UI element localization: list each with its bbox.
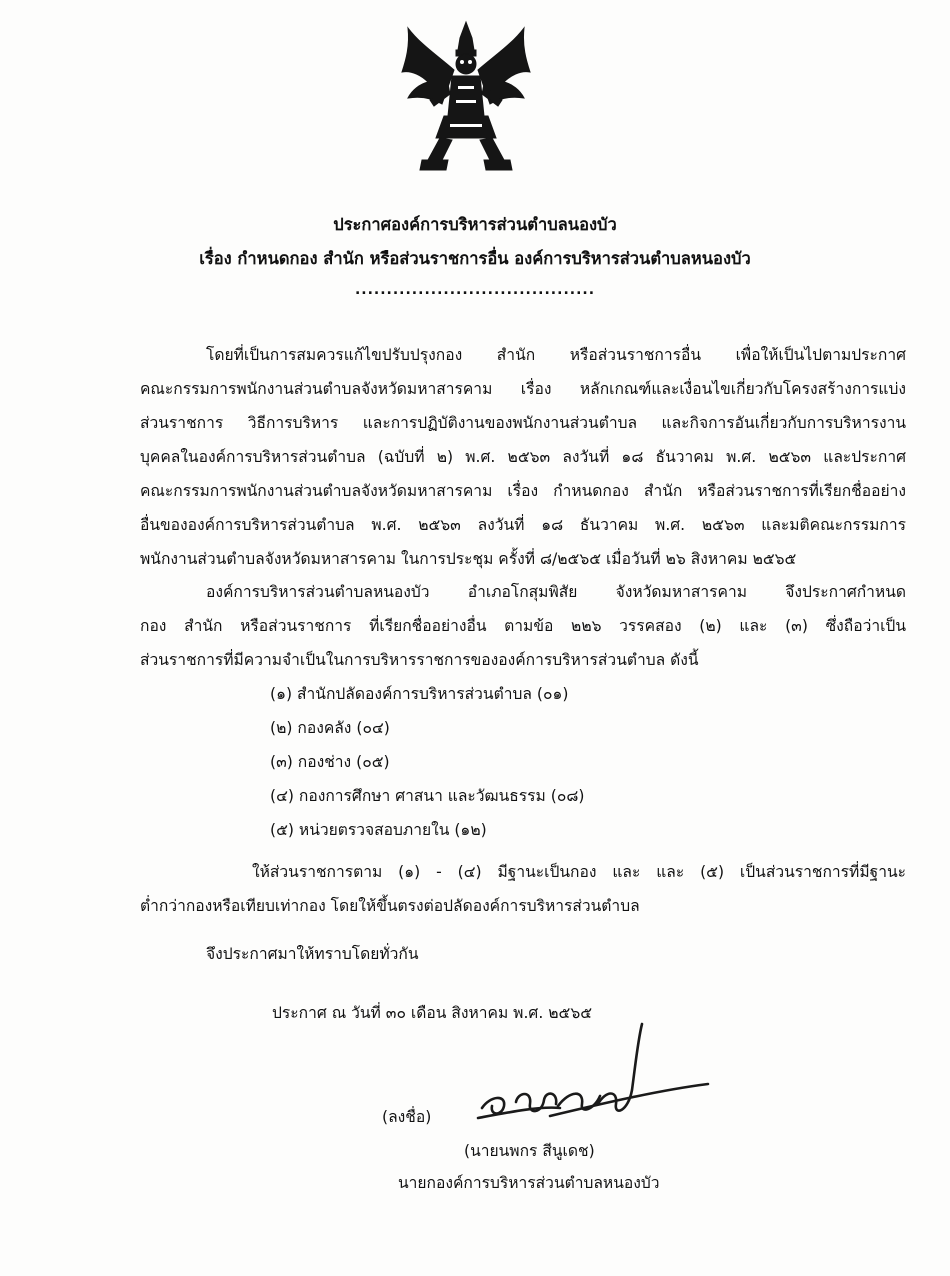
para1-line-4: บุคคลในองค์การบริหารส่วนตำบล (ฉบับที่ ๒) พ.ศ. ๒๕๖๓ ลงวันที่ ๑๘ ธันวาคม พ.ศ. ๒๕๖๓ และประกาศ xyxy=(140,448,906,466)
unit-item-2: (๒) กองคลัง (๐๔) xyxy=(270,719,390,737)
unit-item-5: (๕) หน่วยตรวจสอบภายใน (๑๒) xyxy=(270,821,487,839)
handwritten-signature xyxy=(460,1020,720,1130)
para2-line-2: กอง สำนัก หรือส่วนราชการ ที่เรียกชื่ออย่างอื่น ตามข้อ ๒๒๖ วรรคสอง (๒) และ (๓) ซึ่งถือว่าเป็น xyxy=(140,617,906,635)
signatory-position: นายกองค์การบริหารส่วนตำบลหนองบัว xyxy=(398,1174,660,1192)
para2-line-1: องค์การบริหารส่วนตำบลหนองบัว อำเภอโกสุมพิสัย จังหวัดมหาสารคาม จึงประกาศกำหนด xyxy=(206,583,906,601)
title-separator: ...................................... xyxy=(354,282,596,298)
document-subject: เรื่อง กำหนดกอง สำนัก หรือส่วนราชการอื่น องค์การบริหารส่วนตำบลหนองบัว xyxy=(199,249,751,268)
para1-line-6: อื่นขององค์การบริหารส่วนตำบล พ.ศ. ๒๕๖๓ ลงวันที่ ๑๘ ธันวาคม พ.ศ. ๒๕๖๓ และมติคณะกรรมการ xyxy=(140,516,906,534)
para1-line-7: พนักงานส่วนตำบลจังหวัดมหาสารคาม ในการประชุม ครั้งที่ ๘/๒๕๖๕ เมื่อวันที่ ๒๖ สิงหาคม ๒๕๖๕ xyxy=(140,550,797,568)
para2-line-3: ส่วนราชการที่มีความจำเป็นในการบริหารราชการขององค์การบริหารส่วนตำบล ดังนี้ xyxy=(140,651,699,669)
para1-line-2: คณะกรรมการพนักงานส่วนตำบลจังหวัดมหาสารคาม เรื่อง หลักเกณฑ์และเงื่อนไขเกี่ยวกับโครงสร้างการแบ่ง xyxy=(140,380,906,398)
unit-item-3: (๓) กองช่าง (๐๕) xyxy=(270,753,390,771)
signature-label: (ลงชื่อ) xyxy=(382,1108,432,1126)
unit-item-4: (๔) กองการศึกษา ศาสนา และวัฒนธรรม (๐๘) xyxy=(270,787,585,805)
para3-line-1: ให้ส่วนราชการตาม (๑) - (๔) มีฐานะเป็นกอง และ และ (๕) เป็นส่วนราชการที่มีฐานะ xyxy=(252,863,906,881)
para1-line-5: คณะกรรมการพนักงานส่วนตำบลจังหวัดมหาสารคาม เรื่อง กำหนดกอง สำนัก หรือส่วนราชการที่เรียกชื่ออย่าง xyxy=(140,482,906,500)
announcement-line: จึงประกาศมาให้ทราบโดยทั่วกัน xyxy=(206,945,419,963)
para1-line-1: โดยที่เป็นการสมควรแก้ไขปรับปรุงกอง สำนัก หรือส่วนราชการอื่น เพื่อให้เป็นไปตามประกาศ xyxy=(206,346,906,364)
document-title: ประกาศองค์การบริหารส่วนตำบลนองบัว xyxy=(333,215,617,234)
garuda-emblem-icon xyxy=(398,20,534,172)
announcement-date: ประกาศ ณ วันที่ ๓๐ เดือน สิงหาคม พ.ศ. ๒๕๖๕ xyxy=(272,1004,593,1022)
signatory-name: (นายนพกร สีนูเดช) xyxy=(464,1142,595,1160)
unit-item-1: (๑) สำนักปลัดองค์การบริหารส่วนตำบล (๐๑) xyxy=(270,685,569,703)
para1-line-3: ส่วนราชการ วิธีการบริหาร และการปฏิบัติงานของพนักงานส่วนตำบล และกิจการอันเกี่ยวกับการบริหารงาน xyxy=(140,414,906,432)
para3-line-2: ต่ำกว่ากองหรือเทียบเท่ากอง โดยให้ขึ้นตรงต่อปลัดองค์การบริหารส่วนตำบล xyxy=(140,897,640,915)
